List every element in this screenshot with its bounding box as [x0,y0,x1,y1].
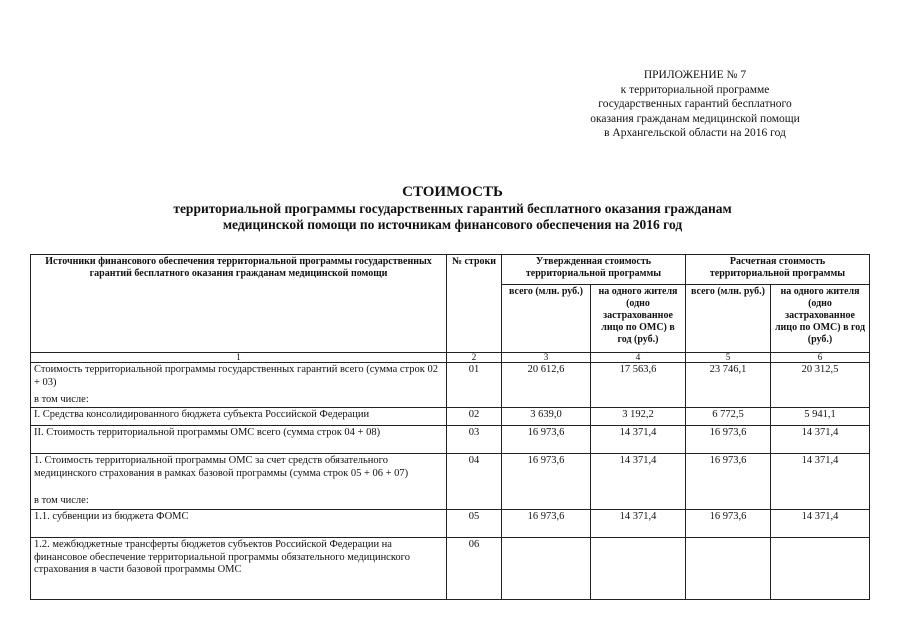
table-row [31,510,870,538]
row-number: 06 [447,538,502,600]
header-estimated-per-capita: на одного жителя (одно застрахованное лицо по ОМС) в год (руб.) [771,285,870,353]
header-row-number: № строки [447,255,502,353]
row-number: 02 [447,408,502,426]
cell-estimated-total [686,538,771,600]
cell-approved-total: 16 973,6 [502,426,591,454]
cell-estimated-total: 6 772,5 [686,408,771,426]
row-source: II. Стоимость территориальной программы ОМС всего (сумма строк 04 + 08) [31,426,447,454]
row-number: 05 [447,510,502,538]
cell-estimated-per-capita: 14 371,4 [771,426,870,454]
header-source: Источники финансового обеспечения территориальной программы государственных гарантий бесплатного оказания гражданам медицинской помощи [31,255,447,353]
cell-approved-per-capita: 14 371,4 [591,426,686,454]
cell-approved-total: 20 612,6 [502,363,591,408]
cell-estimated-total: 16 973,6 [686,454,771,510]
table-row [31,408,870,426]
cell-estimated-total: 16 973,6 [686,510,771,538]
cell-approved-total [502,538,591,600]
cell-approved-per-capita: 14 371,4 [591,454,686,510]
row-source: Стоимость территориальной программы государственных гарантий всего (сумма строк 02 + 03) [31,363,447,393]
row-source: в том числе: [31,393,447,408]
title-line: медицинской помощи по источникам финансового обеспечения на 2016 год [222,217,683,232]
title-main: СТОИМОСТЬ [402,184,503,200]
row-number: 03 [447,426,502,454]
header-approved-cost: Утвержденная стоимость территориальной программы [502,255,686,285]
table-row [31,363,870,393]
column-number: 6 [771,353,870,363]
appendix-header [560,68,830,141]
row-source: 1. Стоимость территориальной программы ОМС за счет средств обязательного медицинского страхования в рамках базовой программы (сумма строк 05 + 06 + 07) [31,454,447,494]
table-row [31,454,870,494]
cell-approved-per-capita [591,538,686,600]
column-number: 1 [31,353,447,363]
cell-estimated-total: 23 746,1 [686,363,771,408]
header-estimated-total: всего (млн. руб.) [686,285,771,353]
table-row [31,538,870,600]
row-source: в том числе: [31,494,447,510]
cell-estimated-total: 16 973,6 [686,426,771,454]
cell-estimated-per-capita: 20 312,5 [771,363,870,408]
cell-approved-per-capita: 17 563,6 [591,363,686,408]
row-source: I. Средства консолидированного бюджета субъекта Российской Федерации [31,408,447,426]
header-estimated-cost: Расчетная стоимость территориальной программы [686,255,870,285]
cell-approved-per-capita: 3 192,2 [591,408,686,426]
header-approved-total: всего (млн. руб.) [502,285,591,353]
appendix-line: в Архангельской области на 2016 год [604,127,786,139]
column-number: 3 [502,353,591,363]
table-row [31,426,870,454]
cell-approved-total: 3 639,0 [502,408,591,426]
header-approved-per-capita: на одного жителя (одно застрахованное лицо по ОМС) в год (руб.) [591,285,686,353]
column-number: 4 [591,353,686,363]
appendix-line: оказания гражданам медицинской помощи [590,112,800,125]
appendix-line: к территориальной программе [620,83,770,96]
document-title [60,184,845,233]
column-number: 2 [447,353,502,363]
cell-estimated-per-capita: 5 941,1 [771,408,870,426]
cell-estimated-per-capita: 14 371,4 [771,454,870,510]
cell-estimated-per-capita: 14 371,4 [771,510,870,538]
appendix-line: государственных гарантий бесплатного [598,98,792,110]
row-source: 1.2. межбюджетные трансферты бюджетов субъектов Российской Федерации на финансовое обеспечение территориальной программы обязательного медицинского страхования в части базовой программы ОМС [31,538,447,600]
cell-estimated-per-capita [771,538,870,600]
cell-approved-total: 16 973,6 [502,454,591,510]
financing-table [30,254,870,600]
row-source: 1.1. субвенции из бюджета ФОМС [31,510,447,538]
cell-approved-total: 16 973,6 [502,510,591,538]
cell-approved-per-capita: 14 371,4 [591,510,686,538]
appendix-title: ПРИЛОЖЕНИЕ № 7 [643,69,747,81]
row-number: 01 [447,363,502,408]
title-line: территориальной программы государственных гарантий бесплатного оказания гражданам [173,201,732,216]
row-number: 04 [447,454,502,510]
column-number: 5 [686,353,771,363]
